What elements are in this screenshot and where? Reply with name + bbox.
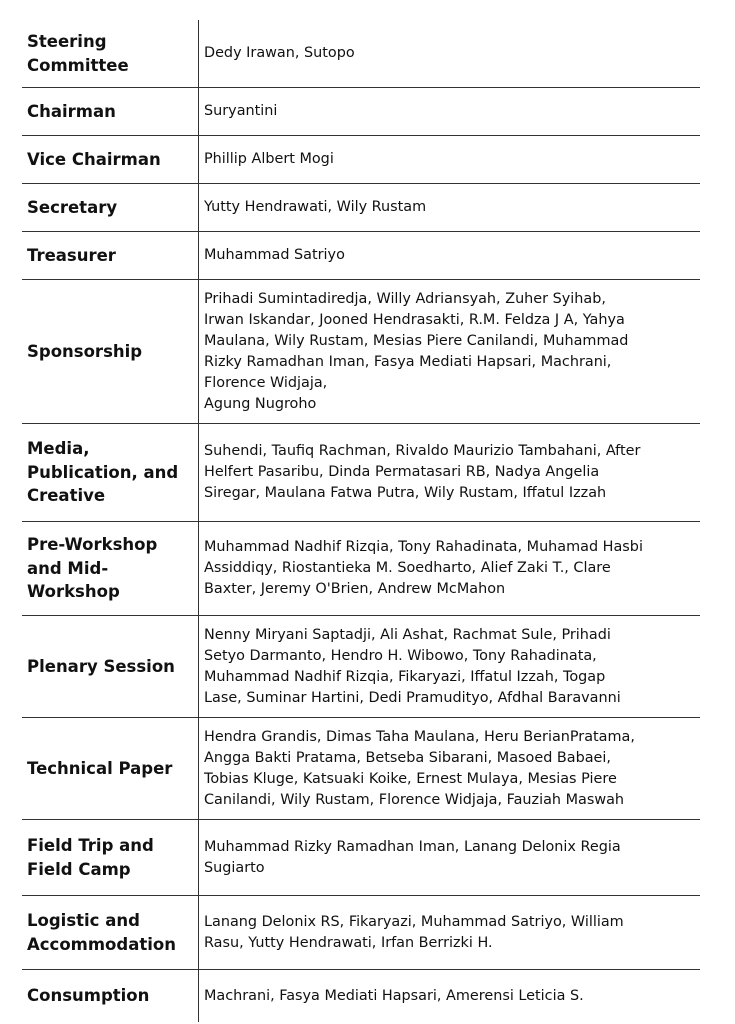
- committee-table: [22, 20, 700, 1022]
- member-names: Muhammad Satriyo: [204, 247, 345, 263]
- member-names: Suhendi, Taufiq Rachman, Rivaldo Maurizio Tambahani, After Helfert Pasaribu, Dinda Permatasari RB, Nadya Angelia Siregar, Maulana Fatwa Putra, Wily Rustam, Iffatul Izzah: [204, 443, 641, 501]
- committee-row-media-publication-creative: [22, 424, 700, 522]
- role-label: Technical Paper: [27, 758, 173, 778]
- member-names: Suryantini: [204, 103, 278, 119]
- role-label: Consumption: [27, 986, 150, 1006]
- committee-row-pre-workshop: [22, 522, 700, 616]
- member-names: Muhammad Nadhif Rizqia, Tony Rahadinata, Muhamad Hasbi Assiddiqy, Riostantieka M. Soedharto, Alief Zaki T., Clare Baxter, Jeremy O'Brien, Andrew McMahon: [204, 539, 643, 597]
- committee-row-treasurer: [22, 232, 700, 280]
- committee-row-technical-paper: [22, 718, 700, 820]
- member-names: Prihadi Sumintadiredja, Willy Adriansyah, Zuher Syihab, Irwan Iskandar, Jooned Hendrasakti, R.M. Feldza J A, Yahya Maulana, Wily Rustam, Mesias Piere Canilandi, Muhammad Rizky Ramadhan Iman, Fasya Mediati Hapsari, Machrani, Florence Widjaja, Agung Nugroho: [204, 290, 629, 412]
- role-label: Steering Committee: [27, 32, 129, 75]
- member-names: Phillip Albert Mogi: [204, 151, 334, 167]
- member-names: Machrani, Fasya Mediati Hapsari, Amerensi Leticia S.: [204, 987, 584, 1004]
- role-label: Chairman: [27, 101, 116, 121]
- role-label: Plenary Session: [27, 656, 175, 676]
- role-label: Logistic and Accommodation: [27, 911, 176, 954]
- member-names: Lanang Delonix RS, Fikaryazi, Muhammad Satriyo, William Rasu, Yutty Hendrawati, Irfan Berrizki H.: [204, 913, 624, 951]
- committee-row-steering-committee: [22, 20, 700, 88]
- member-names: Hendra Grandis, Dimas Taha Maulana, Heru BerianPratama, Angga Bakti Pratama, Betseba Sibarani, Masoed Babaei, Tobias Kluge, Katsuaki Koike, Ernest Mulaya, Mesias Piere Canilandi, Wily Rustam, Florence Widjaja, Fauziah Maswah: [204, 728, 635, 808]
- member-names: Muhammad Rizky Ramadhan Iman, Lanang Delonix Regia Sugiarto: [204, 838, 621, 876]
- committee-row-field-trip: [22, 820, 700, 896]
- member-names: Dedy Irawan, Sutopo: [204, 45, 355, 61]
- committee-row-secretary: [22, 184, 700, 232]
- role-label: Secretary: [27, 197, 118, 217]
- member-names: Yutty Hendrawati, Wily Rustam: [204, 199, 427, 215]
- committee-row-consumption: [22, 970, 700, 1022]
- committee-row-plenary-session: [22, 616, 700, 718]
- role-label: Sponsorship: [27, 341, 143, 361]
- member-names: Nenny Miryani Saptadji, Ali Ashat, Rachmat Sule, Prihadi Setyo Darmanto, Hendro H. Wibowo, Tony Rahadinata, Muhammad Nadhif Rizqia, Fikaryazi, Iffatul Izzah, Togap Lase, Suminar Hartini, Dedi Pramudityo, Afdhal Baravanni: [204, 626, 621, 706]
- committee-row-logistic-accommodation: [22, 896, 700, 970]
- role-label: Treasurer: [27, 245, 116, 265]
- role-label: Media, Publication, and Creative: [27, 439, 179, 506]
- committee-row-sponsorship: [22, 280, 700, 424]
- committee-row-vice-chairman: [22, 136, 700, 184]
- role-label: Vice Chairman: [27, 149, 161, 169]
- role-label: Field Trip and Field Camp: [27, 836, 154, 879]
- committee-row-chairman: [22, 88, 700, 136]
- role-label: Pre-Workshop and Mid- Workshop: [27, 535, 158, 602]
